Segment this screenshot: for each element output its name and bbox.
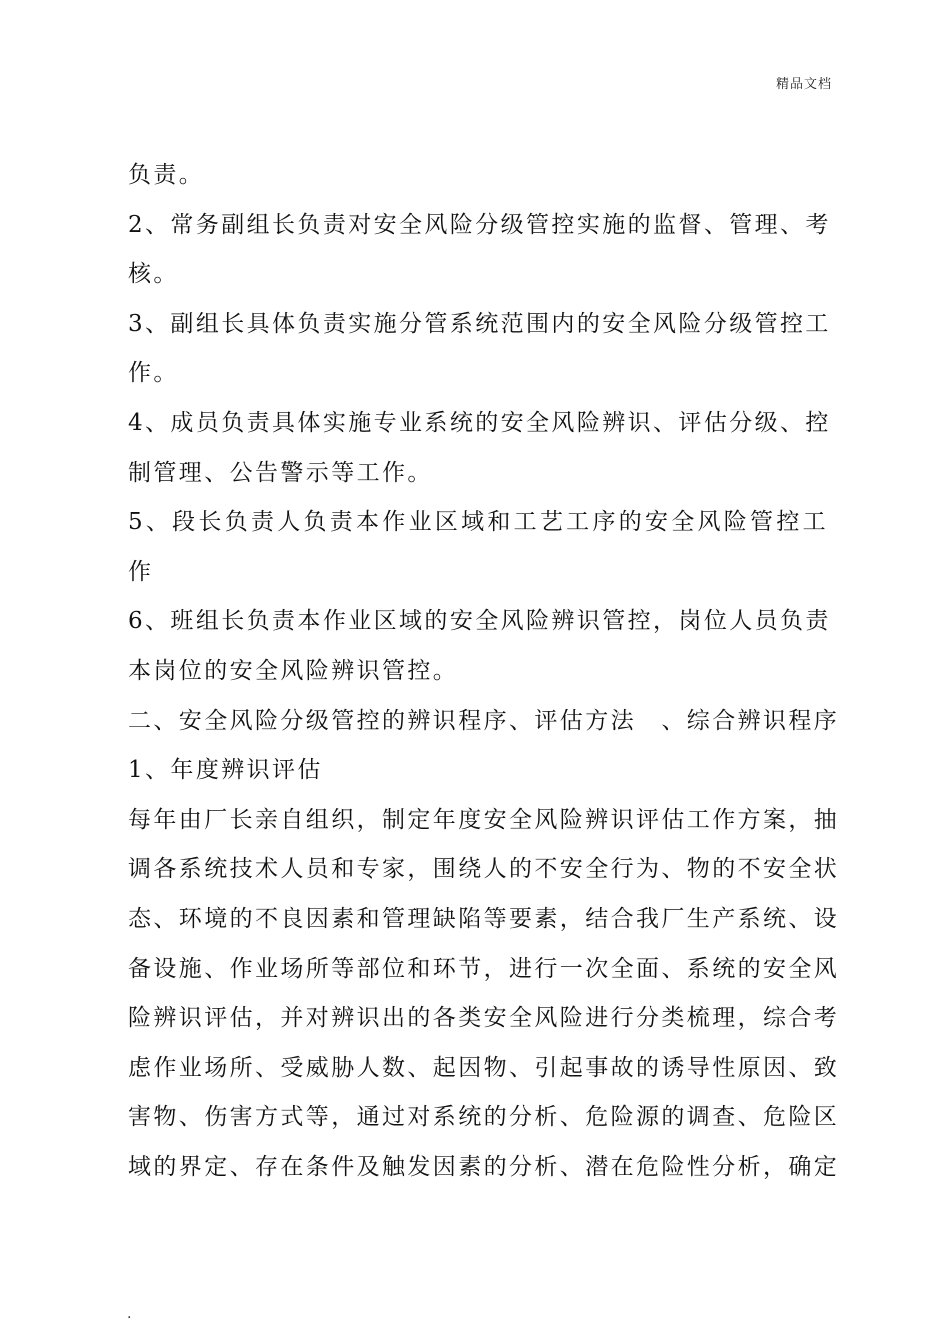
text-line: 二、安全风险分级管控的辨识程序、评估方法 、综合辨识程序 — [128, 707, 840, 734]
text-line: 态、环境的不良因素和管理缺陷等要素，结合我厂生产系统、设 — [128, 906, 840, 932]
text-line: 害物、伤害方式等，通过对系统的分析、危险源的调查、危险区 — [128, 1104, 840, 1131]
text-line: 每年由厂长亲自组织，制定年度安全风险辨识评估工作方案，抽 — [128, 806, 840, 833]
text-line: 备设施、作业场所等部位和环节，进行一次全面、系统的安全风 — [128, 955, 840, 982]
text-line: 险辨识评估，并对辨识出的各类安全风险进行分类梳理，综合考 — [128, 1005, 840, 1032]
text-line: 6、班组长负责本作业区域的安全风险辨识管控，岗位人员负责 — [128, 608, 831, 635]
header-tag: 精品文档 — [775, 77, 832, 92]
text-line: 1、年度辨识评估 — [128, 757, 323, 784]
text-line: 调各系统技术人员和专家，围绕人的不安全行为、物的不安全状 — [128, 856, 840, 883]
text-line: 域的界定、存在条件及触发因素的分析、潜在危险性分析，确定 — [128, 1154, 840, 1180]
text-line: 作 — [128, 558, 154, 585]
text-line: 制管理、公告警示等工作。 — [128, 459, 433, 486]
text-line: 5、段长负责人负责本作业区域和工艺工序的安全风险管控工 — [128, 509, 828, 536]
text-line: 虑作业场所、受威胁人数、起因物、引起事故的诱导性原因、致 — [128, 1054, 840, 1081]
text-line: 负责。 — [128, 162, 205, 188]
text-line: 2、常务副组长负责对安全风险分级管控实施的监督、管理、考 — [128, 211, 831, 238]
text-line: 作。 — [128, 360, 179, 387]
text-line: 核。 — [128, 261, 179, 288]
footer-mark: . — [127, 1306, 132, 1322]
text-line: 4、成员负责具体实施专业系统的安全风险辨识、评估分级、控 — [128, 410, 831, 436]
text-line: 本岗位的安全风险辨识管控。 — [128, 658, 459, 684]
text-line: 3、副组长具体负责实施分管系统范围内的安全风险分级管控工 — [128, 310, 831, 337]
